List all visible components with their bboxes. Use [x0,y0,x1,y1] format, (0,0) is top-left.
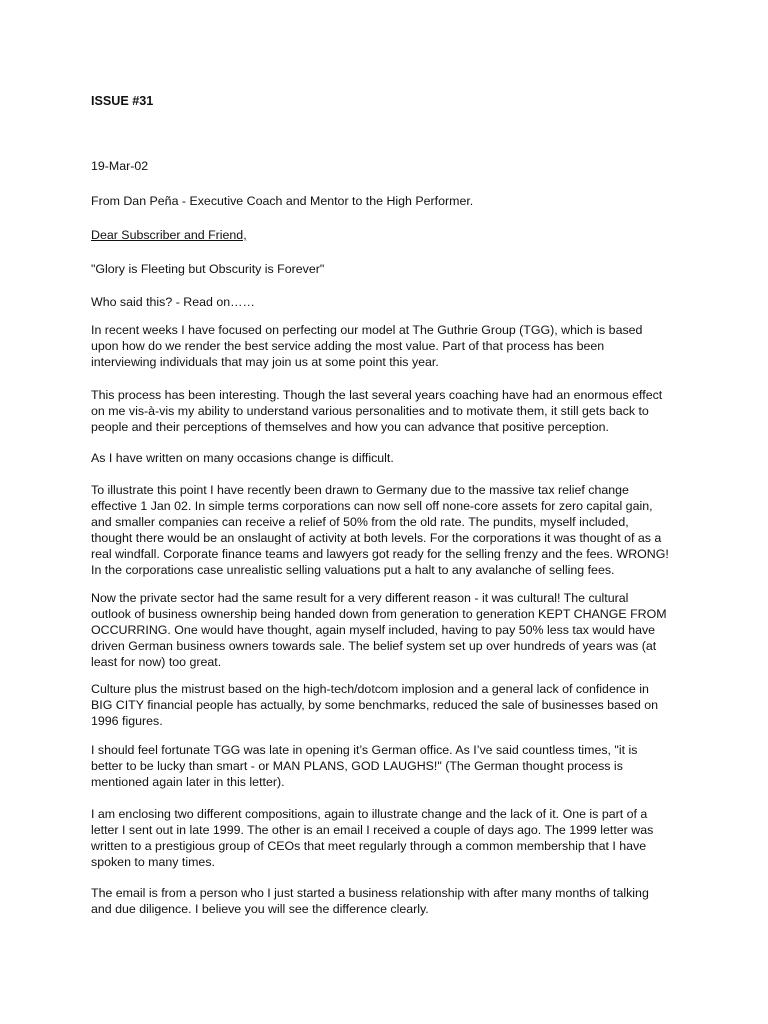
paragraph-7 [91,742,691,790]
paragraph-line: In recent weeks I have focused on perfecting our model at The Guthrie Group (TGG), which is based [91,323,643,337]
paragraph-6 [91,681,691,729]
paragraph-line: better to be lucky than smart - or MAN PLANS, GOD LAUGHS!" (The German thought process is [91,759,623,773]
paragraph-line: real windfall. Corporate finance teams and lawyers got ready for the selling frenzy and the fees. WRONG! [91,547,669,561]
paragraph-line: This process has been interesting. Though the last several years coaching have had an enormous effect [91,388,663,402]
paragraph-9 [91,885,691,917]
from-line: From Dan Peña - Executive Coach and Mentor to the High Performer. [91,194,474,208]
issue-heading: ISSUE #31 [91,94,154,108]
paragraph-line: and smaller companies can receive a relief of 50% from the old rate. The pundits, myself included, [91,515,629,529]
paragraph-line: BIG CITY financial people has actually, by some benchmarks, reduced the sale of businesses based on [91,698,659,712]
paragraph-line: OCCURRING. One would have thought, again myself included, having to pay 50% less tax would have [91,623,656,637]
paragraph-line: In the corporations case unrealistic selling valuations put a halt to any avalanche of selling fees. [91,563,615,577]
paragraph-line: and due diligence. I believe you will see the difference clearly. [91,902,429,916]
paragraph-line: spoken to many times. [91,855,215,869]
paragraph-line: I should feel fortunate TGG was late in opening it’s German office. As I’ve said countless times, "it is [91,743,638,757]
paragraph-2 [91,387,691,435]
paragraph-line: Now the private sector had the same result for a very different reason - it was cultural! The cultural [91,591,629,605]
paragraph-line: outlook of business ownership being handed down from generation to generation KEPT CHANGE FROM [91,607,667,621]
paragraph-line: upon how do we render the best service adding the most value. Part of that process has been [91,339,605,353]
paragraph-8 [91,806,691,870]
quote-line: "Glory is Fleeting but Obscurity is Forever" [91,262,325,276]
paragraph-line: written to a prestigious group of CEOs that meet regularly through a common membership that I have [91,839,647,853]
paragraph-line: interviewing individuals that may join us at some point this year. [91,355,439,369]
salutation: Dear Subscriber and Friend, [91,228,247,242]
paragraph-line: The email is from a person who I just started a business relationship with after many months of talking [91,886,649,900]
paragraph-line: least for now) too great. [91,655,222,669]
paragraph-line: effective 1 Jan 02. In simple terms corporations can now sell off none-core assets for zero capital gain, [91,499,653,513]
paragraph-line: 1996 figures. [91,714,163,728]
paragraph-line: people and their perceptions of themselves and how you can advance that positive perception. [91,420,609,434]
paragraph-line: As I have written on many occasions change is difficult. [91,451,394,465]
letter-date: 19-Mar-02 [91,159,149,173]
paragraph-line: letter I sent out in late 1999. The other is an email I received a couple of days ago. The 1999 letter was [91,823,654,837]
paragraph-line: driven German business owners towards sale. The belief system set up over hundreds of years was (at [91,639,657,653]
paragraph-line: I am enclosing two different compositions, again to illustrate change and the lack of it. One is part of a [91,807,648,821]
paragraph-4 [91,482,691,578]
paragraph-line: Culture plus the mistrust based on the high-tech/dotcom implosion and a general lack of confidence in [91,682,649,696]
paragraph-line: mentioned again later in this letter). [91,775,285,789]
who-said-line: Who said this? - Read on…… [91,295,255,309]
paragraph-1 [91,322,691,370]
paragraph-3 [91,450,691,466]
paragraph-line: thought there would be an onslaught of activity at both levels. For the corporations it was thought of as a [91,531,662,545]
paragraph-line: on me vis-à-vis my ability to understand various personalities and to motivate them, it still gets back to [91,404,649,418]
paragraph-5 [91,590,691,670]
paragraph-line: To illustrate this point I have recently been drawn to Germany due to the massive tax relief change [91,483,629,497]
